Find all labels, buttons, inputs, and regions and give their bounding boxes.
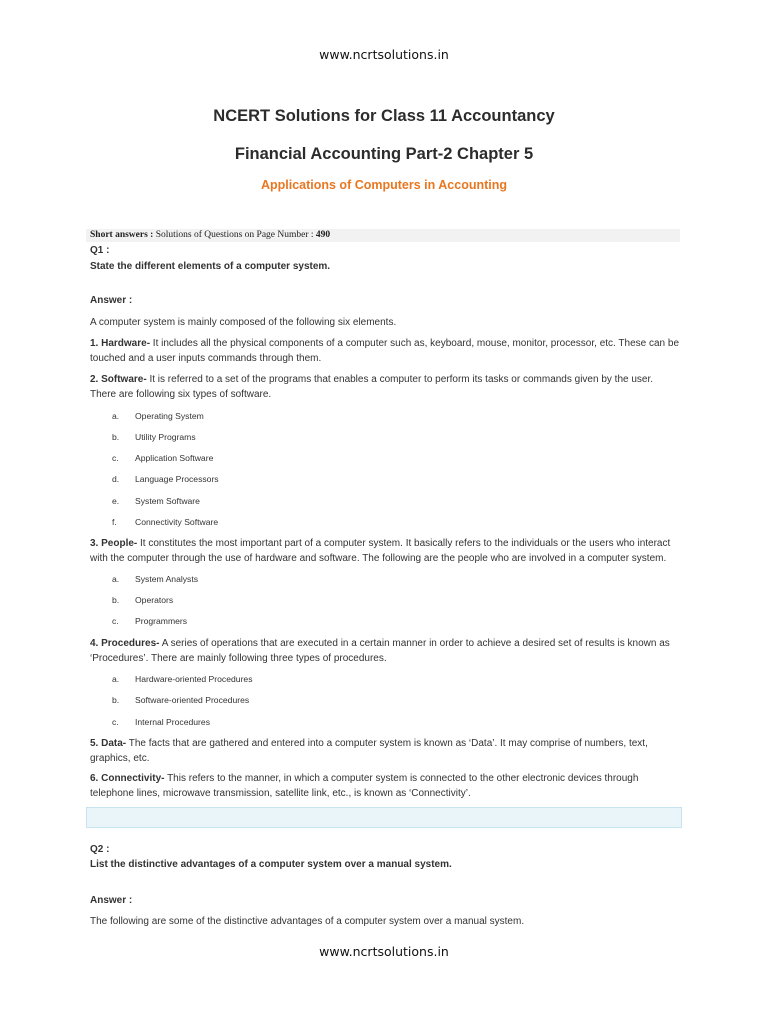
data-term: 5. Data- — [90, 738, 127, 749]
procedures-text: A series of operations that are executed in a certain manner in order to achieve a desired set of results is known as ‘Procedures’. There are mainly following three types of procedures. — [90, 638, 670, 664]
q2-answer-label: Answer : — [90, 895, 133, 906]
q1-hardware — [90, 336, 680, 366]
question-meta-bar — [86, 229, 680, 242]
software-term: 2. Software- — [90, 374, 147, 385]
q1-connectivity — [90, 771, 680, 801]
meta-page-number: 490 — [315, 230, 331, 240]
q1-software — [90, 372, 680, 402]
section-divider-bar — [86, 807, 682, 828]
q1-procedures — [90, 636, 680, 666]
q1-data — [90, 736, 680, 766]
q1-intro: A computer system is mainly composed of the following six elements. — [90, 317, 397, 328]
people-term: 3. People- — [90, 538, 138, 549]
q1-answer-label: Answer : — [90, 295, 133, 306]
chapter-title: Financial Accounting Part-2 Chapter 5 — [234, 145, 534, 163]
hardware-text: It includes all the physical components of a computer such as, keyboard, mouse, monitor, processor, etc. These can be touched and a user inputs commands through them. — [90, 338, 680, 364]
procedures-term: 4. Procedures- — [90, 638, 160, 649]
page-title: NCERT Solutions for Class 11 Accountancy — [213, 107, 555, 125]
connectivity-text: This refers to the manner, in which a computer system is connected to the other electronic devices through telephone lines, microwave transmission, satellite link, etc., is known as ‘Connectivity’. — [90, 773, 639, 799]
meta-label: Short answers : — [90, 230, 154, 240]
meta-text: Solutions of Questions on Page Number : — [155, 230, 314, 240]
q2-intro: The following are some of the distinctive advantages of a computer system over a manual system. — [90, 916, 525, 927]
q1-label: Q1 : — [90, 245, 110, 256]
header-site-url: www.ncrtsolutions.in — [319, 47, 449, 62]
q2-label: Q2 : — [90, 844, 110, 855]
q1-question: State the different elements of a computer system. — [90, 261, 331, 272]
people-text: It constitutes the most important part of a computer system. It basically refers to the individuals or the users who interact with the computer through the use of hardware and software. The following are the people who are involved in a computer system. — [90, 538, 671, 564]
q2-question: List the distinctive advantages of a computer system over a manual system. — [90, 859, 452, 870]
data-text: The facts that are gathered and entered into a computer system is known as ‘Data’. It may comprise of numbers, text, graphics, etc. — [90, 738, 648, 764]
q1-people — [90, 536, 680, 566]
software-text: It is referred to a set of the programs that enables a computer to perform its tasks or commands given by the user. There are following six types of software. — [90, 374, 654, 400]
connectivity-term: 6. Connectivity- — [90, 773, 165, 784]
hardware-term: 1. Hardware- — [90, 338, 151, 349]
chapter-subtitle: Applications of Computers in Accounting — [260, 178, 508, 192]
footer-site-url: www.ncrtsolutions.in — [319, 944, 449, 959]
